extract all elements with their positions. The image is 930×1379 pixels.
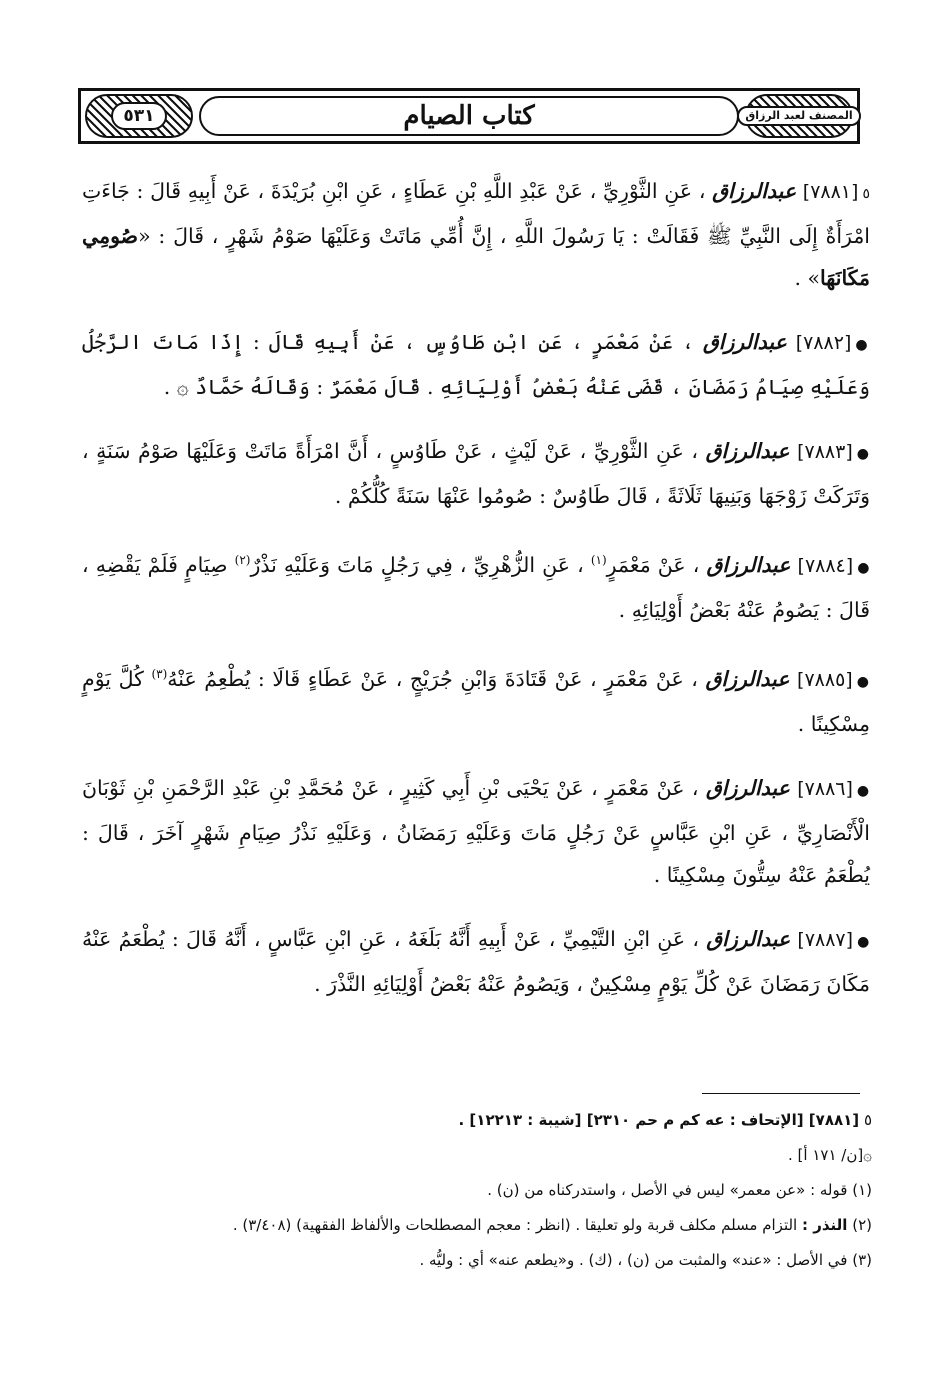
footnote-ref-2: (٢) xyxy=(234,553,251,567)
entry-text: ، عَنْ مَعْمَرٍ ، عَنْ قَتَادَةَ وَابْنِ جُرَيْجٍ ، عَنْ عَطَاءٍ قَالَا : يُطْعِمُ عَنْهُ xyxy=(167,666,698,691)
page-number: ٥٣١ xyxy=(111,102,166,130)
page-number-box xyxy=(85,94,193,138)
entry-text: ، عَنْ مَعْمَرٍ xyxy=(606,552,700,577)
series-logo-box xyxy=(745,94,853,138)
footnote-text: [٧٨٨١] [الإتحاف : عه كم م حم ٢٣١٠] [شيبة : ١٢٢١٣] . xyxy=(458,1111,860,1129)
entry-text: ، عَنْ مَعْمَرٍ ، عَنْ يَحْيَى بْنِ أَبِي كَثِيرٍ ، عَنْ مُحَمَّدِ بْنِ عَبْدِ الرَّحْمَنِ بْنِ ثَوْبَانَ الْأَنْصَارِيِّ ، عَنِ ابْنِ عَبَّاسٍ عَنْ رَجُلٍ مَاتَ وَعَلَيْهِ رَمَضَانُ ، وَعَلَيْهِ نَذْرُ صِيَامِ شَهْرٍ آخَرَ ، قَالَ : يُطْعَمُ عَنْهُ سِتُّونَ مِسْكِينًا . xyxy=(82,775,870,887)
entry-marker: ٥ xyxy=(862,186,870,202)
footnote-1 xyxy=(75,1176,872,1204)
hadith-7881 xyxy=(82,170,870,299)
entry-author: عبدالرزاق xyxy=(705,775,790,800)
footnote-prefix: (٣) xyxy=(852,1251,872,1269)
entry-author: عبدالرزاق xyxy=(705,666,790,691)
hadith-7886 xyxy=(82,767,870,896)
entry-text: ، عَنِ الثَّوْرِيِّ ، عَنْ لَيْثٍ ، عَنْ طَاوُسٍ ، أَنَّ امْرَأَةً مَاتَتْ وَعَلَيْهَا صَوْمُ سَنَةٍ ، وَتَرَكَتْ زَوْجَهَا وَبَنِيهَا ثَلَاثَةً ، قَالَ طَاوُسٌ : صُومُوا عَنْهَا سَنَةً كُلُّكُمْ . xyxy=(82,439,870,508)
entry-marker: ● xyxy=(856,782,871,799)
footnote-prefix: ۞ xyxy=(863,1146,872,1164)
entry-number: [٧٨٨٤] xyxy=(797,554,854,577)
entry-author: عبدالرزاق xyxy=(705,439,790,463)
entry-number: [٧٨٨٥] xyxy=(797,668,853,691)
footnote-manuscript xyxy=(75,1141,872,1169)
entry-author: عبدالرزاق xyxy=(712,179,797,203)
hadith-7884 xyxy=(82,539,870,631)
hadith-7887 xyxy=(82,918,870,1005)
footnote-text: [ن/ ١٧١ أ] . xyxy=(788,1146,864,1164)
entry-number: [٧٨٨٣] xyxy=(797,441,853,463)
footnote-3 xyxy=(75,1246,872,1274)
entry-text: ، عَنْ مَعْمَرٍ ، عَنِ ابْنِ طَاوُسٍ ، عَنْ أَبِيهِ قَالَ : إِذَا مَاتَ الرَّجُلُ وَعَلَيْهِ صِيَامُ رَمَضَانَ ، قَضَى عَنْهُ بَعْضُ أَوْلِيَائِهِ . قَالَ مَعْمَرٌ : وَقَالَهُ حَمَّادٌ ۞ . xyxy=(82,330,870,399)
entry-marker: ● xyxy=(856,446,870,462)
footnote-divider xyxy=(702,1093,860,1094)
hadith-7882 xyxy=(82,321,870,408)
entry-author: عبدالرزاق xyxy=(706,926,791,951)
book-title: كتاب الصيام xyxy=(199,96,739,136)
footnote-label: النذر : xyxy=(802,1216,848,1234)
footnote-ref-1: (١) xyxy=(590,553,607,567)
entry-marker: ● xyxy=(856,673,870,690)
footnote-text: في الأصل : «عند» والمثبت من (ن) ، (ك) . و«يطعم عنه» أي : وليُّه . xyxy=(419,1251,848,1269)
entry-text-3: صِيَامٍ فَلَمْ يَقْضِهِ ، قَالَ : يَصُومُ عَنْهُ بَعْضُ أَوْلِيَائِهِ . xyxy=(82,552,870,622)
entry-number: [٧٨٨١] xyxy=(802,181,859,203)
entry-bold-text: صُومِي مَكَانَهَا xyxy=(82,224,870,290)
entry-marker: ● xyxy=(855,337,870,353)
hadith-7883 xyxy=(82,430,870,517)
footnote-text: قوله : «عن معمر» ليس في الأصل ، واستدركناه من (ن) . xyxy=(487,1181,848,1199)
entry-text-end: » . xyxy=(794,266,821,290)
footnotes xyxy=(75,1106,872,1281)
entry-text-2: كُلَّ يَوْمٍ مِسْكِينًا . xyxy=(82,666,870,736)
hadith-7885 xyxy=(82,653,870,745)
entry-number: [٧٨٨٢] xyxy=(795,332,852,354)
footnote-source xyxy=(75,1106,872,1134)
entry-marker: ● xyxy=(857,559,870,576)
entry-number: [٧٨٨٧] xyxy=(797,928,854,951)
entry-text: ، عَنِ ابْنِ التَّيْمِيِّ ، عَنْ أَبِيهِ أَنَّهُ بَلَغَهُ ، عَنِ ابْنِ عَبَّاسٍ ، أَنَّهُ قَالَ : يُطْعَمُ عَنْهُ مَكَانَ رَمَضَانَ عَنْ كُلِّ يَوْمٍ مِسْكِينٌ ، وَيَصُومُ عَنْهُ بَعْضُ أَوْلِيَائِهِ النَّذْرَ . xyxy=(82,926,870,996)
entry-text-2: ، عَنِ الزُّهْرِيِّ ، فِي رَجُلٍ مَاتَ وَعَلَيْهِ نَذْرٌ xyxy=(250,552,584,577)
series-logo: المصنف لعبد الرزاق xyxy=(737,106,860,126)
entry-author: عبدالرزاق xyxy=(706,552,791,577)
page-header xyxy=(78,88,860,144)
footnote-2 xyxy=(75,1211,872,1239)
entry-text: ، عَنِ الثَّوْرِيِّ ، عَنْ عَبْدِ اللَّهِ بْنِ عَطَاءٍ ، عَنِ ابْنِ بُرَيْدَةَ ، عَنْ أَبِيهِ قَالَ : جَاءَتِ امْرَأَةٌ إِلَى النَّبِيِّ ﷺ فَقَالَتْ : يَا رَسُولَ اللَّهِ ، إِنَّ أُمِّي مَاتَتْ وَعَلَيْهَا صَوْمُ شَهْرٍ ، قَالَ : « xyxy=(82,179,870,248)
footnote-ref-3: (٣) xyxy=(151,666,168,681)
footnote-prefix: (١) xyxy=(852,1181,872,1199)
entry-marker: ● xyxy=(857,933,870,950)
footnote-prefix: ٥ xyxy=(863,1111,872,1129)
entry-author: عبدالرزاق xyxy=(702,330,787,354)
footnote-text: التزام مسلم مكلف قربة ولو تعليقا . (انظر : معجم المصطلحات والألفاظ الفقهية) (٣/٤٠٨) . xyxy=(232,1216,798,1234)
footnote-prefix: (٢) xyxy=(852,1216,872,1234)
hadith-list xyxy=(82,170,870,1027)
entry-number: [٧٨٨٦] xyxy=(797,777,853,800)
